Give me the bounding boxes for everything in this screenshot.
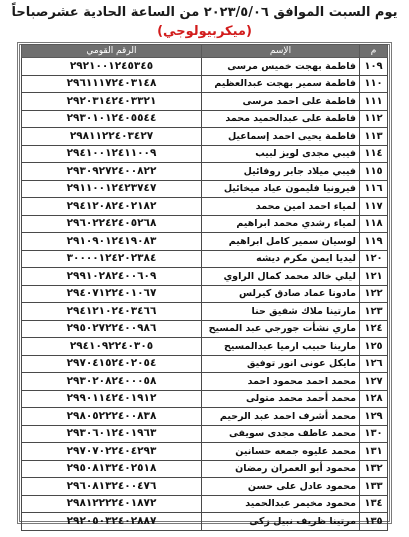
row-number: ١١١ <box>360 93 388 111</box>
row-number: ١١٩ <box>360 233 388 251</box>
national-id: ٢٩٨٠٥٢٢٢٤٠٠٨٣٨ <box>22 408 202 426</box>
table-row <box>22 425 388 443</box>
table-row <box>22 355 388 373</box>
table-row <box>22 145 388 163</box>
table-row <box>22 233 388 251</box>
student-name: لمياء رشدي محمد ابراهيم <box>202 215 360 233</box>
student-name: مارينا حبيب ارميا عبدالمسيح <box>202 338 360 356</box>
national-id: ٢٩٣٠٩٢٧٢٤٠٠٨٢٢ <box>22 163 202 181</box>
table-row <box>22 408 388 426</box>
student-name: ماري نشأت جورجي عبد المسيح <box>202 320 360 338</box>
national-id: ٢٩٨١٢٢٢٢٤٠١٨٧٢ <box>22 495 202 513</box>
table-row <box>22 320 388 338</box>
row-number: ١٣٤ <box>360 495 388 513</box>
table-row <box>22 390 388 408</box>
student-name: فيبي مجدى لويز لبيب <box>202 145 360 163</box>
row-number: ١٢٨ <box>360 390 388 408</box>
row-number: ١٣١ <box>360 443 388 461</box>
table-row <box>22 250 388 268</box>
national-id: ٢٩٦٠٢٢٤٢٤٠٥٢٦٨ <box>22 215 202 233</box>
subject-title: (ميكربيولوجي) <box>157 24 252 39</box>
column-header-national-id: الرقم القومي <box>22 45 202 58</box>
student-name: محمود مخيمر عبدالحميد <box>202 495 360 513</box>
national-id: ٢٩١١٠٠١٢٤٢٣٧٤٧ <box>22 180 202 198</box>
table-row <box>22 163 388 181</box>
national-id: ٢٩١٠٩٠١٢٤١٩٠٨٣ <box>22 233 202 251</box>
student-name: مادونا عماد صادق كيرلس <box>202 285 360 303</box>
table-row <box>22 513 388 531</box>
student-name: لمياء احمد امين محمد <box>202 198 360 216</box>
student-name: مايكل عونى انور توفيق <box>202 355 360 373</box>
student-name: فاطمة على احمد مرسى <box>202 93 360 111</box>
student-name: لوسيان سمير كامل ابراهيم <box>202 233 360 251</box>
national-id: ٢٩٥٠٨١٣٢٤٠٢٥١٨ <box>22 460 202 478</box>
national-id: ٢٩٣٠١٠١٢٤٠٥٥٤٤ <box>22 110 202 128</box>
national-id: ٢٩٤١٠٠١٢٤١١٠٠٩ <box>22 145 202 163</box>
table-row <box>22 285 388 303</box>
row-number: ١٢٦ <box>360 355 388 373</box>
national-id: ٢٩٣٠٢٠٨٢٤٠٠٠٥٨ <box>22 373 202 391</box>
row-number: ١٢٥ <box>360 338 388 356</box>
row-number: ١١٤ <box>360 145 388 163</box>
row-number: ١١٣ <box>360 128 388 146</box>
student-name: فاطمة على عبدالحميد محمد <box>202 110 360 128</box>
row-number: ١٣٥ <box>360 513 388 531</box>
national-id: ٢٩٤١٢٠٨٢٤٠٢١٨٢ <box>22 198 202 216</box>
table-row <box>22 75 388 93</box>
table-row <box>22 303 388 321</box>
row-number: ١٣٠ <box>360 425 388 443</box>
national-id: ٢٩٣٠٦٠١٢٤٠١٩٦٣ <box>22 425 202 443</box>
national-id: ٢٩٢٠٥٠٣٢٤٠٢٨٨٧ <box>22 513 202 531</box>
national-id: ٢٩٤١٠٩٢٢٤٠٣٠٥ <box>22 338 202 356</box>
student-name: محمد عاطف مجدى سويفى <box>202 425 360 443</box>
national-id: ٢٩٢١٠٠١٢٤٥٣٤٥ <box>22 58 202 76</box>
row-number: ١٣٢ <box>360 460 388 478</box>
student-name: محمد عليوه جمعه حسانين <box>202 443 360 461</box>
row-number: ١١٦ <box>360 180 388 198</box>
student-name: فاطمة بهجت خميس مرسى <box>202 58 360 76</box>
table-row <box>22 495 388 513</box>
row-number: ١٢٠ <box>360 250 388 268</box>
page-title: يوم السبت الموافق ٢٠٢٣/٥/٠٦ من الساعة الحادية عشرصباحاً <box>11 5 398 20</box>
national-id: ٢٩٥٠٢٧٢٢٤٠٠٩٨٦ <box>22 320 202 338</box>
student-name: مارتينا ملاك شفيق حنا <box>202 303 360 321</box>
table-row <box>22 460 388 478</box>
table-row <box>22 373 388 391</box>
national-id: ٢٩٨١١٢٢٤٠٣٤٢٧ <box>22 128 202 146</box>
national-id: ٢٩٢٠٣١٤٢٤٠٣٣٢١ <box>22 93 202 111</box>
national-id: ٢٩٦٠٨١٣٢٤٠٠٤٧٦ <box>22 478 202 496</box>
student-name: محمود عادل على حسن <box>202 478 360 496</box>
table-row <box>22 180 388 198</box>
table-row <box>22 58 388 76</box>
row-number: ١٢١ <box>360 268 388 286</box>
table-row <box>22 198 388 216</box>
student-name: ليديا ايمن مكرم ديشه <box>202 250 360 268</box>
row-number: ١٢٧ <box>360 373 388 391</box>
table-header-row <box>22 45 388 58</box>
student-roster-table <box>21 44 388 531</box>
column-header-number: م <box>360 45 388 58</box>
national-id: ٣٠٠٠٠١٢٤٢٠٢٣٨٤ <box>22 250 202 268</box>
national-id: ٢٩٤٠٧١٢٢٤٠١٠٦٧ <box>22 285 202 303</box>
national-id: ٢٩٩٠١١٤٢٤٠١٩١٢ <box>22 390 202 408</box>
table-row <box>22 128 388 146</box>
student-name: محمود أبو العمران رمضان <box>202 460 360 478</box>
student-name: فيبي ميلاد جابر روفائيل <box>202 163 360 181</box>
national-id: ٢٩٧٠٧٠٢٢٤٠٤٢٩٣ <box>22 443 202 461</box>
row-number: ١١٨ <box>360 215 388 233</box>
row-number: ١٢٤ <box>360 320 388 338</box>
national-id: ٢٩٧٠٤١٥٢٤٠٢٠٥٤ <box>22 355 202 373</box>
student-name: محمد أشرف احمد عبد الرحيم <box>202 408 360 426</box>
row-number: ١١٠ <box>360 75 388 93</box>
table-row <box>22 338 388 356</box>
national-id: ٢٩٦١١١٧٢٤٠٣١٤٨ <box>22 75 202 93</box>
national-id: ٢٩٤١٢١٠٢٤٠٣٤٦٦ <box>22 303 202 321</box>
row-number: ١١٥ <box>360 163 388 181</box>
student-name: محمد أحمد محمد متولى <box>202 390 360 408</box>
table-row <box>22 478 388 496</box>
row-number: ١١٧ <box>360 198 388 216</box>
row-number: ١٣٣ <box>360 478 388 496</box>
row-number: ١٢٩ <box>360 408 388 426</box>
column-header-name: الإسم <box>202 45 360 58</box>
row-number: ١٠٩ <box>360 58 388 76</box>
row-number: ١١٢ <box>360 110 388 128</box>
table-row <box>22 110 388 128</box>
table-row <box>22 268 388 286</box>
student-name: مرتينا ظريف نبيل زكى <box>202 513 360 531</box>
table-row <box>22 93 388 111</box>
row-number: ١٢٣ <box>360 303 388 321</box>
student-name: محمد احمد محمود احمد <box>202 373 360 391</box>
row-number: ١٢٢ <box>360 285 388 303</box>
student-name: فيرونيا فليمون عياد ميخائيل <box>202 180 360 198</box>
national-id: ٢٩٩١٠٢٨٢٤٠٠٦٠٩ <box>22 268 202 286</box>
student-name: فاطمة يحيى احمد إسماعيل <box>202 128 360 146</box>
table-row <box>22 215 388 233</box>
student-name: ليلي خالد محمد كمال الراوي <box>202 268 360 286</box>
student-name: فاطمة سمير بهجت عبدالعظيم <box>202 75 360 93</box>
table-row <box>22 443 388 461</box>
